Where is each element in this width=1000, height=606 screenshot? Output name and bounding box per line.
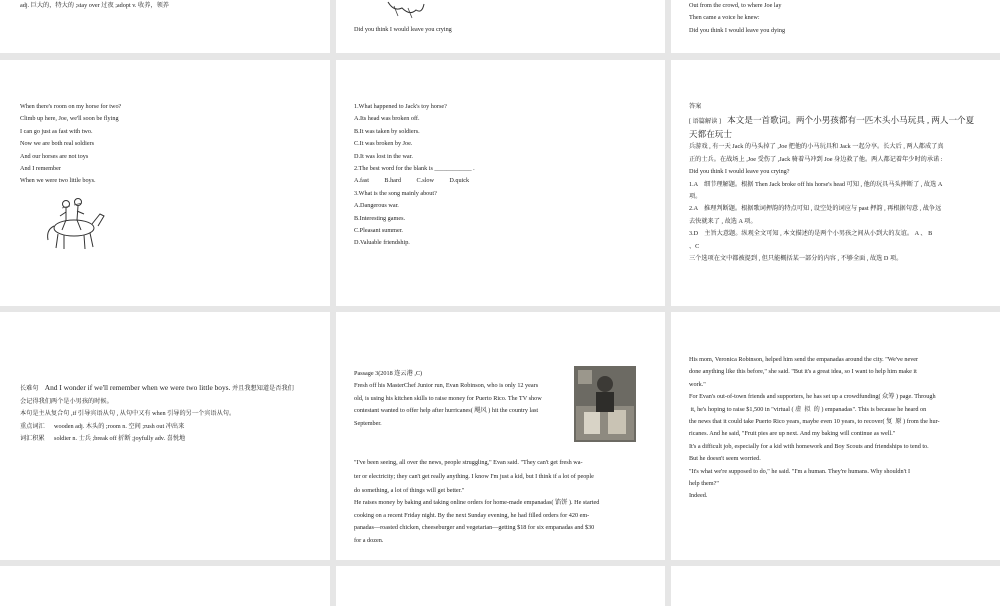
label: 长难句 [20,385,39,392]
answer-3: 3.D 主旨大意题。纵观全文可知 , 本文描述的是两个小男孩之间从小到大的友谊。 A 、 B [689,230,933,238]
quote-line: do something, a lot of things will get better." [354,487,465,494]
option-row: A.fast B.hard C.slow D.quick [354,177,470,185]
passage-line: He raises money by baking and taking online orders for home-made empanadas( 馅饼 ). He started [354,499,600,507]
option: D.It was lost in the war. [354,152,413,160]
lyric-line: When we were two little boys. [20,177,96,185]
page-11 [336,566,665,606]
intro-label: [ 语篇解读 ] [689,118,721,126]
page-8 [336,312,665,560]
lyric-line: Did you think I would leave you crying [354,26,452,33]
question-3: 3.What is the song mainly about? [354,189,437,197]
option: A.Dangerous war. [354,202,399,210]
lyric-line: I can go just as fast with two. [20,127,93,135]
page-5 [336,60,665,306]
passage-line: ricanes. And he said, "Fruit pies are up next. And my baking will continue as well." [689,430,896,438]
passage-line: But he doesn't seem worried. [689,455,761,463]
passage-line: cooking on a recent Friday night. By the next Sunday evening, he had filled orders for 420 em- [354,511,590,519]
page-12 [671,566,1000,606]
lyric-line: Out from the crowd, to where Joe lay [689,2,782,9]
passage-line: panadas—roasted chicken, cheeseburger and vegetarian—getting $18 for six empanadas and $30 [354,524,595,532]
page-2 [336,0,665,53]
answer-1-cont: 项。 [689,193,702,201]
option: C.Pleasant summer. [354,227,403,235]
passage-line: His mom, Veronica Robinson, helped him send the empanadas around the city. "We've never [689,356,919,363]
note-line: 本句是主从复合句 ,if 引导宾语从句 , 从句中又有 when 引导的另一个宾语从句。 [20,410,236,418]
lyric-line: When there's room on my horse for two? [20,103,122,110]
quote-line: "I've been seeing, all over the news, people struggling," Evan said. "They can't get fresh wa- [354,459,583,466]
question-1: 1.What happened to Jack's toy horse? [354,103,447,110]
passage-line: it, he's hoping to raise $1,500 in "virtual ( 虚 拟 的 ) empanadas". This is because he heard on [689,405,927,413]
passage-line: It's a difficult job, especially for a kid with homework and Boy Scouts and friendships to tend to. [689,442,929,450]
vocab-line: adj. 巨大的，特大的 ;stay over 过夜 ;adopt v. 收养，领养 [20,2,169,9]
passage-line: old, is using his kitchen skills to raise money for Puerto Rico. The TV show [354,394,542,402]
lyric-line: And our horses are not toys [20,152,89,160]
intro-text: 本文是一首歌词。两个小男孩都有一匹木头小马玩具 , 两人一个夏 [727,115,975,126]
option: B.It was taken by soldiers. [354,127,420,135]
page-7 [0,312,330,560]
option: C.It was broken by Joe. [354,140,413,148]
two-boys-on-horse-image [40,194,106,252]
page-6 [671,60,1000,306]
passage-line: "It's what we're supposed to do," he said. "I'm a human. They're humans. Why shouldn't I [689,467,911,475]
analysis-line: Did you think I would leave you crying? [689,168,790,176]
answer-1: 1.A 细节理解题。根据 Then Jack broke off his horse's head 可知 , 他的玩具马头摔断了 , 故选 A [689,180,943,188]
passage-line: Indeed. [689,492,708,500]
soldier-sketch-image [386,0,426,20]
page-4 [0,60,330,306]
analysis-line: 兵游戏 , 有一天 Jack 的马头掉了 ,Joe 把他的小马玩具和 Jack 一起分享。长大后 , 两人都成了真 [689,143,944,151]
page-3 [671,0,1000,53]
lyric-line: Now we are both real soldiers [20,140,95,148]
passage-line: contestant wanted to offer help after hurricanes( 飓风 ) hit the country last [354,407,539,415]
passage-line: Fresh off his MasterChef Junior run, Evan Robinson, who is only 12 years [354,382,539,390]
sentence-cn: 并且我想知道是否我们 [231,385,294,392]
passage-line: done anything like this before," she said. "But it's a great idea, so I want to help him make it [689,368,917,376]
answer-2: 2.A 推理判断题。根据歌词押韵的特点可知 , 设空处的词应与 past 押韵 , 再根据句意 , 战争远 [689,205,942,213]
lyric-line: Did you think I would leave you dying [689,26,786,34]
answer-2-cont: 去快就来了 , 故选 A 项。 [689,217,757,225]
quote-line: ter or electricity; they can't get really anything. I know I'm just a kid, but I think if a lot of people [354,473,594,480]
long-sentence [20,382,294,396]
answer-3-cont: 三个选项在文中都被提到 , 但只能概括某一部分的内容 , 不够全面 , 故选 D 项。 [689,255,903,263]
vocab-line: 重点词汇 wooden adj. 木头的 ;room n. 空间 ;rush out 冲出来 [20,422,185,430]
passage-line: help them?" [689,480,719,488]
option: D.Valuable friendship. [354,239,410,247]
option: B.Interesting games. [354,214,406,222]
note-line: 会记得我们两个是小男孩的时候。 [20,398,113,405]
page-1 [0,0,330,53]
passage-line: September. [354,419,382,427]
analysis-line: 正的士兵。在战场上 ,Joe 受伤了 ,Jack 骑着马冲到 Joe 身边救了他。两人都记着年少时的承诺 : [689,155,943,163]
page-10 [0,566,330,606]
passage-line: for a dozen. [354,536,384,544]
passage-line: the news that it could take Puerto Rico years, maybe even 10 years, to recover( 复 原 ) from the hur- [689,418,940,426]
passage-heading: Passage 3(2018 连云港 ,C) [354,370,423,377]
vocab-line: 词汇积累 soldier n. 士兵 ;break off 折断 ;joyfully adv. 喜悦地 [20,435,186,443]
answer-3-cont: 、C [689,242,700,250]
answer-heading: 答案 [689,103,702,110]
intro-text-cont: 天都在玩士 [689,129,732,140]
page-9 [671,312,1000,560]
intro-row [689,113,974,127]
passage-line: For Evan's out-of-town friends and supporters, he has set up a crowdfunding( 众筹 ) page. Through [689,393,936,401]
lyric-line: And I remember [20,165,61,173]
evan-robinson-photo [574,366,636,442]
lyric-line: Then came a voice he knew: [689,14,760,22]
lyric-line: Climb up here, Joe, we'll soon be flying [20,115,119,123]
option: A.Its head was broken off. [354,115,420,123]
passage-line: work." [689,380,706,388]
sentence-en: And I wonder if we'll remember when we were two little boys. [44,383,231,392]
question-2: 2.The best word for the blank is ____________ . [354,165,475,173]
